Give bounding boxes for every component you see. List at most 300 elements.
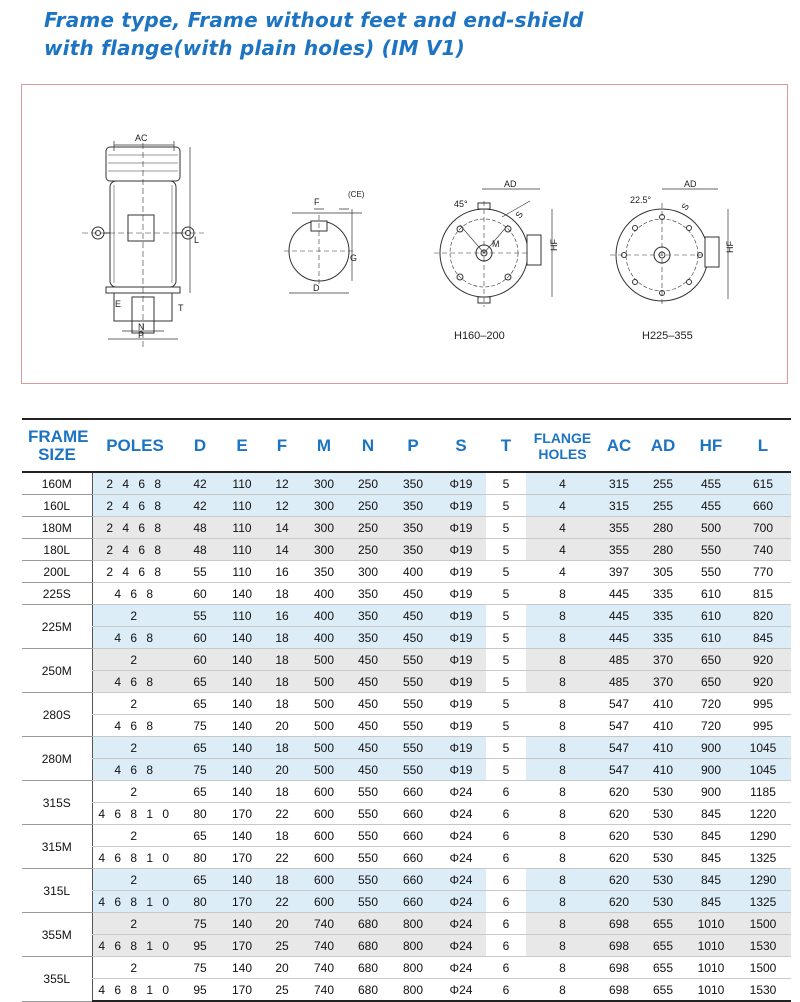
cell-m: 600 xyxy=(302,825,346,847)
cell-s: Φ19 xyxy=(436,583,486,605)
cell-hf: 720 xyxy=(687,693,735,715)
cell-s: Φ19 xyxy=(436,495,486,517)
cell-ac: 315 xyxy=(599,472,639,495)
cell-frame-size: 315L xyxy=(22,869,92,913)
cell-t: 6 xyxy=(486,869,526,891)
cell-s: Φ19 xyxy=(436,472,486,495)
flange-view-h160-200 xyxy=(434,179,559,342)
cell-m: 500 xyxy=(302,737,346,759)
cell-hf: 1010 xyxy=(687,913,735,935)
header-n: N xyxy=(346,419,390,472)
table-row xyxy=(22,715,791,737)
cell-d: 60 xyxy=(178,627,222,649)
cell-n: 550 xyxy=(346,825,390,847)
table-row xyxy=(22,583,791,605)
cell-m: 500 xyxy=(302,649,346,671)
cell-hf: 900 xyxy=(687,737,735,759)
cell-l: 1185 xyxy=(735,781,791,803)
cell-hf: 900 xyxy=(687,781,735,803)
cell-flange-holes: 4 xyxy=(526,495,599,517)
cell-m: 600 xyxy=(302,891,346,913)
cell-l: 1530 xyxy=(735,935,791,957)
cell-flange-holes: 8 xyxy=(526,649,599,671)
label-g: G xyxy=(350,253,358,263)
cell-d: 80 xyxy=(178,847,222,869)
cell-hf: 550 xyxy=(687,539,735,561)
cell-e: 140 xyxy=(222,781,262,803)
cell-m: 600 xyxy=(302,869,346,891)
cell-d: 48 xyxy=(178,517,222,539)
cell-n: 550 xyxy=(346,891,390,913)
cell-frame-size: 225S xyxy=(22,583,92,605)
cell-d: 95 xyxy=(178,935,222,957)
cell-p: 660 xyxy=(390,803,436,825)
cell-poles: 4 6 8 1 0 xyxy=(92,891,178,913)
cell-s: Φ19 xyxy=(436,715,486,737)
cell-d: 95 xyxy=(178,979,222,1002)
cell-f: 22 xyxy=(262,891,302,913)
cell-flange-holes: 8 xyxy=(526,825,599,847)
cell-n: 550 xyxy=(346,847,390,869)
table-row xyxy=(22,539,791,561)
cell-p: 550 xyxy=(390,671,436,693)
cell-e: 170 xyxy=(222,803,262,825)
cell-e: 170 xyxy=(222,891,262,913)
cell-e: 170 xyxy=(222,979,262,1002)
label-ac: AC xyxy=(135,133,148,143)
cell-hf: 610 xyxy=(687,605,735,627)
cell-s: Φ19 xyxy=(436,693,486,715)
cell-ad: 335 xyxy=(639,583,687,605)
cell-flange-holes: 8 xyxy=(526,759,599,781)
cell-t: 5 xyxy=(486,561,526,583)
cell-p: 800 xyxy=(390,913,436,935)
label-d: D xyxy=(313,283,320,293)
table-row xyxy=(22,781,791,803)
cell-ac: 355 xyxy=(599,539,639,561)
cell-frame-size: 180M xyxy=(22,517,92,539)
cell-n: 450 xyxy=(346,671,390,693)
cell-l: 1220 xyxy=(735,803,791,825)
cell-flange-holes: 8 xyxy=(526,891,599,913)
cell-p: 800 xyxy=(390,935,436,957)
label-hf-2: HF xyxy=(725,241,735,253)
cell-t: 5 xyxy=(486,472,526,495)
table-row xyxy=(22,561,791,583)
label-p: P xyxy=(138,330,145,340)
cell-ac: 547 xyxy=(599,737,639,759)
cell-poles: 4 6 8 xyxy=(92,671,178,693)
cell-p: 400 xyxy=(390,561,436,583)
label-angle-2: 22.5° xyxy=(630,195,652,205)
cell-t: 6 xyxy=(486,781,526,803)
cell-m: 300 xyxy=(302,495,346,517)
cell-hf: 720 xyxy=(687,715,735,737)
cell-hf: 900 xyxy=(687,759,735,781)
cell-t: 6 xyxy=(486,825,526,847)
cell-p: 350 xyxy=(390,472,436,495)
label-e: E xyxy=(115,299,122,309)
cell-p: 800 xyxy=(390,957,436,979)
dimension-drawing-panel xyxy=(21,84,788,384)
table-row xyxy=(22,979,791,1002)
cell-poles: 2 xyxy=(92,605,178,627)
cell-flange-holes: 8 xyxy=(526,869,599,891)
cell-f: 14 xyxy=(262,539,302,561)
cell-frame-size: 160M xyxy=(22,472,92,495)
cell-s: Φ24 xyxy=(436,847,486,869)
cell-d: 42 xyxy=(178,472,222,495)
cell-l: 815 xyxy=(735,583,791,605)
cell-hf: 1010 xyxy=(687,979,735,1002)
cell-e: 140 xyxy=(222,715,262,737)
header-ac: AC xyxy=(599,419,639,472)
cell-hf: 1010 xyxy=(687,957,735,979)
cell-m: 500 xyxy=(302,715,346,737)
cell-flange-holes: 4 xyxy=(526,472,599,495)
title-line-2: with flange(with plain holes) (IM V1) xyxy=(44,36,466,60)
cell-m: 400 xyxy=(302,627,346,649)
cell-f: 20 xyxy=(262,957,302,979)
cell-poles: 4 6 8 xyxy=(92,627,178,649)
cell-e: 170 xyxy=(222,935,262,957)
cell-t: 6 xyxy=(486,891,526,913)
label-ad-1: AD xyxy=(504,179,517,189)
cell-ac: 620 xyxy=(599,847,639,869)
cell-poles: 2 4 6 8 xyxy=(92,561,178,583)
table-row xyxy=(22,803,791,825)
cell-t: 6 xyxy=(486,913,526,935)
cell-flange-holes: 8 xyxy=(526,605,599,627)
cell-l: 1325 xyxy=(735,847,791,869)
cell-flange-holes: 8 xyxy=(526,957,599,979)
header-ad: AD xyxy=(639,419,687,472)
cell-t: 5 xyxy=(486,671,526,693)
cell-t: 5 xyxy=(486,759,526,781)
header-p: P xyxy=(390,419,436,472)
cell-d: 42 xyxy=(178,495,222,517)
cell-l: 615 xyxy=(735,472,791,495)
label-ce: (CE) xyxy=(348,190,365,199)
cell-ac: 485 xyxy=(599,671,639,693)
cell-l: 995 xyxy=(735,715,791,737)
cell-s: Φ24 xyxy=(436,913,486,935)
cell-e: 140 xyxy=(222,759,262,781)
cell-ad: 530 xyxy=(639,781,687,803)
cell-ad: 335 xyxy=(639,627,687,649)
cell-f: 18 xyxy=(262,693,302,715)
cell-hf: 845 xyxy=(687,847,735,869)
table-row xyxy=(22,913,791,935)
label-angle-1: 45° xyxy=(454,199,468,209)
cell-flange-holes: 8 xyxy=(526,671,599,693)
cell-frame-size: 180L xyxy=(22,539,92,561)
label-s-1: S xyxy=(513,209,526,221)
cell-ac: 397 xyxy=(599,561,639,583)
cell-d: 60 xyxy=(178,649,222,671)
cell-p: 550 xyxy=(390,759,436,781)
cell-hf: 610 xyxy=(687,583,735,605)
cell-t: 5 xyxy=(486,605,526,627)
cell-e: 140 xyxy=(222,649,262,671)
cell-poles: 2 xyxy=(92,781,178,803)
cell-t: 5 xyxy=(486,583,526,605)
cell-d: 65 xyxy=(178,693,222,715)
cell-n: 450 xyxy=(346,737,390,759)
cell-f: 16 xyxy=(262,605,302,627)
cell-ac: 698 xyxy=(599,913,639,935)
cell-e: 170 xyxy=(222,847,262,869)
cell-ad: 530 xyxy=(639,847,687,869)
cell-s: Φ24 xyxy=(436,869,486,891)
table-row xyxy=(22,671,791,693)
cell-f: 18 xyxy=(262,649,302,671)
cell-hf: 455 xyxy=(687,472,735,495)
cell-s: Φ19 xyxy=(436,561,486,583)
cell-hf: 845 xyxy=(687,825,735,847)
cell-d: 48 xyxy=(178,539,222,561)
cell-f: 20 xyxy=(262,759,302,781)
cell-d: 65 xyxy=(178,737,222,759)
header-frame-size: FRAME SIZE xyxy=(22,419,92,472)
cell-ac: 355 xyxy=(599,517,639,539)
label-n: N xyxy=(138,322,145,332)
cell-d: 75 xyxy=(178,715,222,737)
cell-ac: 547 xyxy=(599,693,639,715)
table-row xyxy=(22,605,791,627)
cell-m: 600 xyxy=(302,847,346,869)
cell-frame-size: 200L xyxy=(22,561,92,583)
cell-l: 820 xyxy=(735,605,791,627)
cell-t: 6 xyxy=(486,979,526,1002)
cell-t: 5 xyxy=(486,649,526,671)
cell-s: Φ19 xyxy=(436,605,486,627)
cell-e: 140 xyxy=(222,913,262,935)
cell-ad: 305 xyxy=(639,561,687,583)
cell-flange-holes: 8 xyxy=(526,583,599,605)
cell-ac: 547 xyxy=(599,715,639,737)
cell-n: 450 xyxy=(346,715,390,737)
cell-n: 250 xyxy=(346,472,390,495)
cell-hf: 500 xyxy=(687,517,735,539)
table-row xyxy=(22,935,791,957)
cell-s: Φ19 xyxy=(436,759,486,781)
cell-d: 55 xyxy=(178,605,222,627)
table-row xyxy=(22,472,791,495)
label-hf-1: HF xyxy=(549,239,559,251)
cell-f: 14 xyxy=(262,517,302,539)
cell-e: 140 xyxy=(222,825,262,847)
cell-hf: 845 xyxy=(687,891,735,913)
cell-n: 250 xyxy=(346,517,390,539)
flange-view-h225-355 xyxy=(610,179,735,342)
cell-s: Φ19 xyxy=(436,539,486,561)
header-l: L xyxy=(735,419,791,472)
cell-flange-holes: 8 xyxy=(526,803,599,825)
cell-f: 25 xyxy=(262,935,302,957)
cell-flange-holes: 4 xyxy=(526,561,599,583)
cell-flange-holes: 8 xyxy=(526,935,599,957)
cell-poles: 4 6 8 1 0 xyxy=(92,979,178,1002)
cell-poles: 2 xyxy=(92,869,178,891)
header-flange-holes: FLANGE HOLES xyxy=(526,419,599,472)
cell-p: 660 xyxy=(390,847,436,869)
cell-ac: 620 xyxy=(599,803,639,825)
cell-s: Φ24 xyxy=(436,957,486,979)
cell-flange-holes: 8 xyxy=(526,913,599,935)
label-l: L xyxy=(194,235,200,245)
cell-l: 1500 xyxy=(735,913,791,935)
cell-ac: 620 xyxy=(599,825,639,847)
cell-ad: 370 xyxy=(639,671,687,693)
cell-f: 18 xyxy=(262,869,302,891)
header-t: T xyxy=(486,419,526,472)
cell-f: 12 xyxy=(262,472,302,495)
cell-s: Φ24 xyxy=(436,891,486,913)
cell-d: 75 xyxy=(178,759,222,781)
cell-frame-size: 315S xyxy=(22,781,92,825)
cell-s: Φ24 xyxy=(436,781,486,803)
cell-p: 450 xyxy=(390,627,436,649)
cell-flange-holes: 8 xyxy=(526,715,599,737)
cell-ac: 698 xyxy=(599,979,639,1002)
cell-m: 300 xyxy=(302,539,346,561)
cell-m: 740 xyxy=(302,979,346,1002)
cell-ad: 655 xyxy=(639,957,687,979)
table-row xyxy=(22,693,791,715)
label-f: F xyxy=(314,197,320,207)
cell-l: 1290 xyxy=(735,869,791,891)
cell-poles: 4 6 8 xyxy=(92,715,178,737)
cell-d: 75 xyxy=(178,957,222,979)
cell-hf: 550 xyxy=(687,561,735,583)
cell-m: 500 xyxy=(302,693,346,715)
cell-d: 80 xyxy=(178,891,222,913)
cell-p: 350 xyxy=(390,517,436,539)
cell-f: 18 xyxy=(262,737,302,759)
cell-s: Φ24 xyxy=(436,979,486,1002)
page-title xyxy=(44,6,584,62)
cell-d: 65 xyxy=(178,671,222,693)
cell-m: 740 xyxy=(302,913,346,935)
cell-ac: 620 xyxy=(599,891,639,913)
cell-n: 680 xyxy=(346,979,390,1002)
cell-frame-size: 355M xyxy=(22,913,92,957)
cell-p: 660 xyxy=(390,781,436,803)
cell-t: 6 xyxy=(486,935,526,957)
cell-f: 25 xyxy=(262,979,302,1002)
cell-n: 680 xyxy=(346,935,390,957)
table-header-row xyxy=(22,419,791,472)
cell-poles: 2 4 6 8 xyxy=(92,517,178,539)
cell-n: 550 xyxy=(346,781,390,803)
cell-f: 18 xyxy=(262,583,302,605)
cell-ad: 655 xyxy=(639,979,687,1002)
cell-d: 75 xyxy=(178,913,222,935)
cell-s: Φ19 xyxy=(436,671,486,693)
header-m: M xyxy=(302,419,346,472)
cell-ac: 445 xyxy=(599,627,639,649)
cell-n: 300 xyxy=(346,561,390,583)
cell-p: 450 xyxy=(390,605,436,627)
cell-f: 18 xyxy=(262,825,302,847)
cell-s: Φ19 xyxy=(436,737,486,759)
cell-d: 80 xyxy=(178,803,222,825)
cell-s: Φ24 xyxy=(436,803,486,825)
cell-hf: 1010 xyxy=(687,935,735,957)
cell-ad: 410 xyxy=(639,759,687,781)
cell-ad: 655 xyxy=(639,935,687,957)
cell-e: 140 xyxy=(222,737,262,759)
label-ad-2: AD xyxy=(684,179,697,189)
cell-f: 22 xyxy=(262,803,302,825)
cell-e: 140 xyxy=(222,583,262,605)
cell-ad: 655 xyxy=(639,913,687,935)
cell-frame-size: 250M xyxy=(22,649,92,693)
cell-hf: 610 xyxy=(687,627,735,649)
cell-n: 350 xyxy=(346,605,390,627)
cell-poles: 2 4 6 8 xyxy=(92,495,178,517)
cell-l: 1045 xyxy=(735,759,791,781)
cell-ad: 410 xyxy=(639,693,687,715)
cell-poles: 2 xyxy=(92,825,178,847)
cell-e: 140 xyxy=(222,957,262,979)
cell-ad: 280 xyxy=(639,517,687,539)
cell-e: 110 xyxy=(222,539,262,561)
cell-poles: 2 xyxy=(92,913,178,935)
cell-p: 550 xyxy=(390,737,436,759)
cell-poles: 2 xyxy=(92,649,178,671)
cell-s: Φ19 xyxy=(436,649,486,671)
cell-n: 680 xyxy=(346,957,390,979)
cell-ad: 530 xyxy=(639,803,687,825)
cell-frame-size: 315M xyxy=(22,825,92,869)
cell-m: 400 xyxy=(302,605,346,627)
cell-poles: 2 xyxy=(92,737,178,759)
cell-flange-holes: 8 xyxy=(526,979,599,1002)
cell-ad: 410 xyxy=(639,737,687,759)
cell-flange-holes: 8 xyxy=(526,627,599,649)
cell-ac: 445 xyxy=(599,583,639,605)
cell-ad: 370 xyxy=(639,649,687,671)
cell-ac: 698 xyxy=(599,935,639,957)
table-row xyxy=(22,649,791,671)
cell-s: Φ24 xyxy=(436,825,486,847)
cell-p: 660 xyxy=(390,891,436,913)
cell-s: Φ19 xyxy=(436,517,486,539)
table-row xyxy=(22,737,791,759)
cell-p: 660 xyxy=(390,825,436,847)
cell-l: 995 xyxy=(735,693,791,715)
cell-n: 680 xyxy=(346,913,390,935)
cell-m: 400 xyxy=(302,583,346,605)
header-f: F xyxy=(262,419,302,472)
cell-ac: 547 xyxy=(599,759,639,781)
cell-t: 6 xyxy=(486,847,526,869)
cell-flange-holes: 4 xyxy=(526,517,599,539)
cell-hf: 650 xyxy=(687,671,735,693)
motor-side-view xyxy=(82,133,204,347)
cell-f: 18 xyxy=(262,627,302,649)
cell-m: 500 xyxy=(302,671,346,693)
cell-f: 18 xyxy=(262,671,302,693)
cell-n: 550 xyxy=(346,803,390,825)
cell-poles: 2 xyxy=(92,693,178,715)
cell-m: 740 xyxy=(302,957,346,979)
cell-frame-size: 160L xyxy=(22,495,92,517)
cell-hf: 845 xyxy=(687,803,735,825)
table-row xyxy=(22,517,791,539)
